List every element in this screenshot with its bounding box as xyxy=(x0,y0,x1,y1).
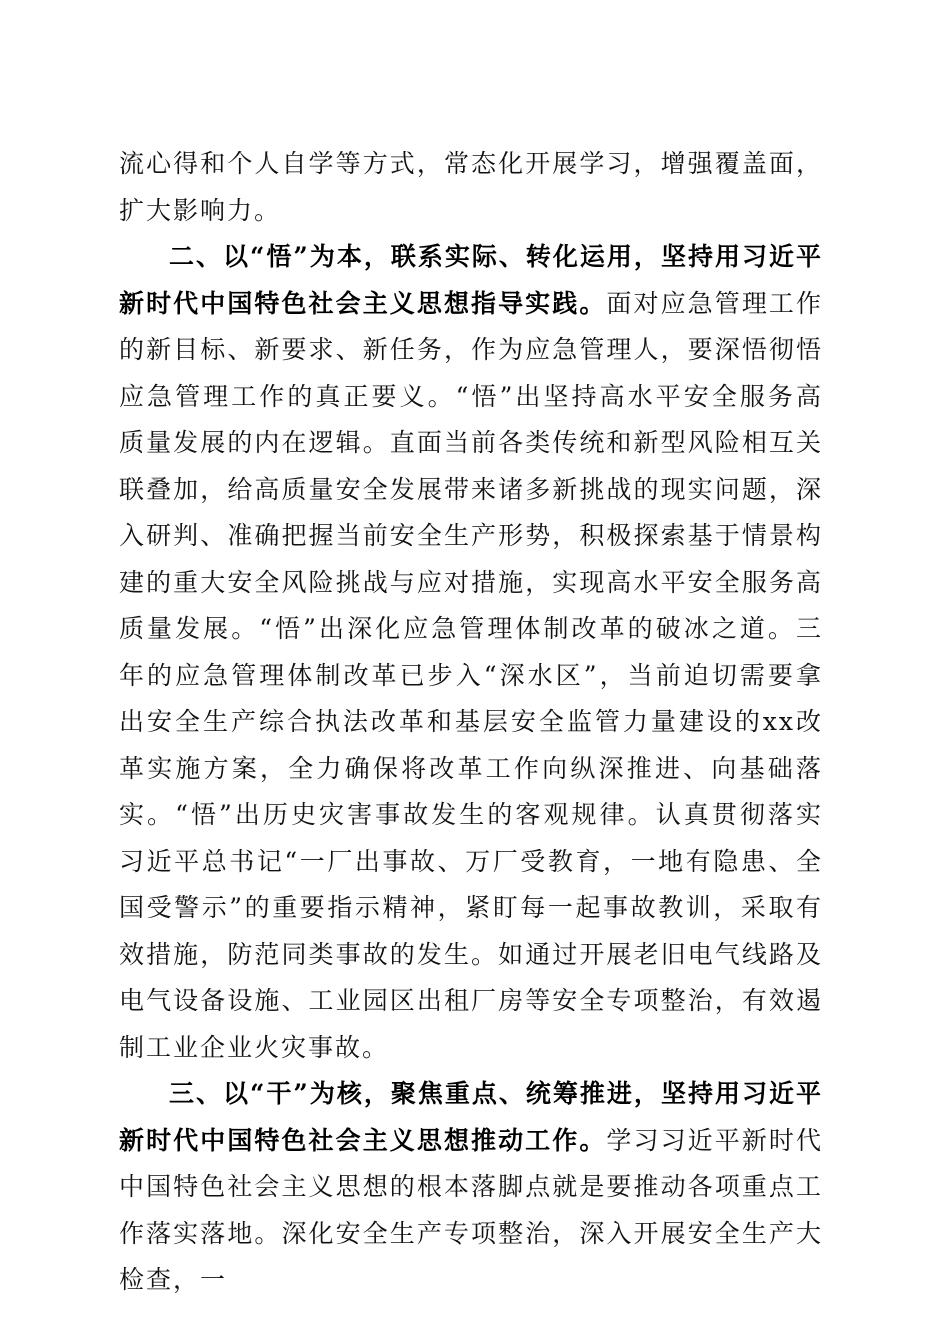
section-heading: 三、以“干”为核，聚焦重点、统筹推进，坚持用习近平新时代中国特色社会主义思想推动工作。 xyxy=(119,1079,823,1155)
paragraph-text: 学习习近平新时代中国特色社会主义思想的根本落脚点就是要推动各项重点工作落实落地。深化安全生产专项整治，深入开展安全生产大检查，一 xyxy=(119,1125,823,1294)
paragraph-continuation xyxy=(119,141,823,234)
document-body xyxy=(119,141,823,1304)
section-heading: 二、以“悟”为本，联系实际、转化运用，坚持用习近平新时代中国特色社会主义思想指导实践。 xyxy=(119,242,823,318)
paragraph-text: 流心得和个人自学等方式，常态化开展学习，增强覆盖面，扩大影响力。 xyxy=(119,149,823,225)
paragraph-text: 面对应急管理工作的新目标、新要求、新任务，作为应急管理人，要深悟彻悟应急管理工作的真正要义。“悟”出坚持高水平安全服务高质量发展的内在逻辑。直面当前各类传统和新型风险相互关联叠加，给高质量安全发展带来诸多新挑战的现实问题，深入研判、准确把握当前安全生产形势，积极探索基于情景构建的重大安全风险挑战与应对措施，实现高水平安全服务高质量发展。“悟”出深化应急管理体制改革的破冰之道。三年的应急管理体制改革已步入“深水区”，当前迫切需要拿出安全生产综合执法改革和基层安全监管力量建设的xx改革实施方案，全力确保将改革工作向纵深推进、向基础落实。“悟”出历史灾害事故发生的客观规律。认真贯彻落实习近平总书记“一厂出事故、万厂受教育，一地有隐患、全国受警示”的重要指示精神，紧盯每一起事故教训，采取有效措施，防范同类事故的发生。如通过开展老旧电气线路及电气设备设施、工业园区出租厂房等安全专项整治，有效遏制工业企业火灾事故。 xyxy=(119,288,823,1062)
paragraph-section-two xyxy=(119,234,823,1071)
paragraph-section-three xyxy=(119,1071,823,1304)
